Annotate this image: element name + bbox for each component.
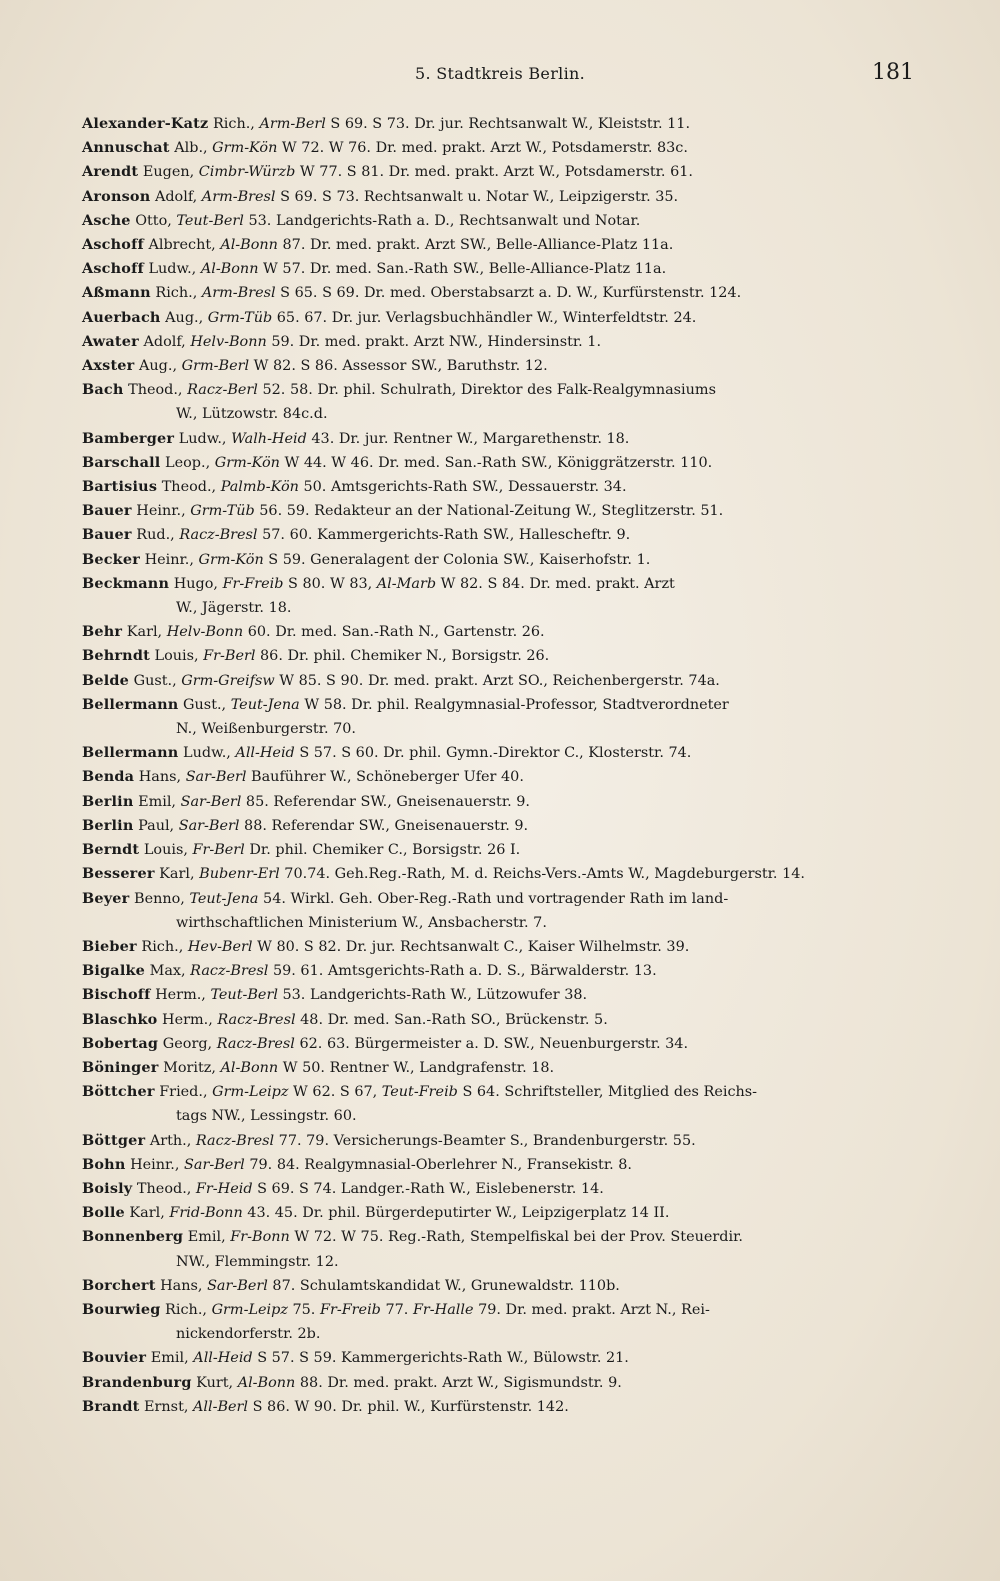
page-header [0, 60, 1000, 90]
entry-corps: Racz-Bresl [195, 1132, 275, 1149]
entry-surname: Beyer [82, 889, 130, 907]
entry-text: Arth., [145, 1132, 196, 1149]
directory-entry [82, 1129, 914, 1153]
entry-continuation: tags NW., Lessingstr. 60. [176, 1108, 357, 1125]
entry-corps: Arm-Bresl [201, 285, 276, 302]
entry-text: S 69. S 73. Rechtsanwalt u. Notar W., Leipzigerstr. 35. [275, 188, 679, 205]
entry-corps: Grm-Tüb [190, 503, 255, 520]
entry-continuation: W., Lützowstr. 84c.d. [176, 406, 328, 423]
entry-text: Ludw., [178, 745, 236, 762]
entry-continuation: nickendorferstr. 2b. [176, 1326, 321, 1343]
entry-surname: Arendt [82, 163, 139, 181]
entry-corps: Walh-Heid [231, 430, 307, 447]
directory-entry [82, 1177, 914, 1201]
entry-text: Hugo, [169, 575, 223, 592]
entry-text: Otto, [130, 212, 177, 229]
entry-text: W 44. W 46. Dr. med. San.-Rath SW., Königgrätzerstr. 110. [279, 454, 713, 471]
running-head: 5. Stadtkreis Berlin. [415, 64, 585, 83]
directory-entry [82, 1395, 914, 1419]
entry-text: Rud., [131, 527, 180, 544]
entry-text: Heinr., [140, 551, 199, 568]
entry-text: 79. 84. Realgymnasial-Oberlehrer N., Fransekistr. 8. [244, 1156, 633, 1173]
entry-text: 79. Dr. med. prakt. Arzt N., Rei- [473, 1301, 710, 1318]
entry-text: Georg, [158, 1035, 217, 1052]
directory-entry [82, 160, 914, 184]
entry-surname: Bellermann [82, 744, 179, 762]
entry-text: 50. Amtsgerichts-Rath SW., Dessauerstr. 34. [298, 479, 627, 496]
directory-entry [82, 1153, 914, 1177]
entry-surname: Boisly [82, 1179, 133, 1197]
entry-text: Theod., [157, 479, 221, 496]
entry-text: 57. 60. Kammergerichts-Rath SW., Hallescheftr. 9. [257, 527, 631, 544]
entry-text: 53. Landgerichts-Rath W., Lützowufer 38. [277, 987, 588, 1004]
entry-corps: Grm-Kön [212, 140, 278, 157]
entry-corps: Al-Bonn [220, 237, 278, 254]
entry-text: W 58. Dr. phil. Realgymnasial-Professor, Stadtverordneter [299, 696, 729, 713]
entry-corps: Teut-Jena [189, 890, 259, 907]
entry-text: Louis, [149, 648, 204, 665]
entry-text: Alb., [169, 140, 213, 157]
directory-entry [82, 306, 914, 330]
directory-entries [82, 112, 914, 1419]
entry-surname: Axster [82, 357, 135, 375]
entry-surname: Bouvier [82, 1349, 147, 1367]
entry-corps: All-Heid [193, 1350, 253, 1367]
entry-text: 59. 61. Amtsgerichts-Rath a. D. S., Bärwalderstr. 13. [268, 963, 657, 980]
entry-corps: Al-Bonn [200, 261, 259, 278]
entry-text: Hans, [134, 769, 186, 786]
entry-corps: Teut-Jena [230, 696, 300, 713]
directory-entry [82, 185, 914, 209]
entry-surname: Blaschko [82, 1010, 158, 1028]
directory-entry [82, 330, 914, 354]
entry-text: Leop., [160, 454, 215, 471]
entry-surname: Bobertag [82, 1034, 159, 1052]
entry-text: Theod., [123, 382, 188, 399]
entry-surname: Borchert [82, 1276, 156, 1294]
entry-text: 75. [287, 1301, 320, 1318]
entry-text: Ludw., [143, 261, 201, 278]
entry-corps: Hev-Berl [187, 938, 253, 955]
entry-text: Herm., [150, 987, 211, 1004]
entry-text: Bauführer W., Schöneberger Ufer 40. [246, 769, 524, 786]
entry-surname: Bartisius [82, 478, 158, 496]
directory-entry [82, 790, 914, 814]
entry-text: Rich., [160, 1301, 212, 1318]
entry-corps: Racz-Bresl [179, 527, 258, 544]
entry-text: W 80. S 82. Dr. jur. Rechtsanwalt C., Kaiser Wilhelmstr. 39. [252, 938, 690, 955]
entry-text: Karl, [122, 624, 167, 641]
directory-entry [82, 669, 914, 693]
directory-entry [82, 572, 914, 620]
entry-text: 87. Dr. med. prakt. Arzt SW., Belle-Alliance-Platz 11a. [277, 237, 674, 254]
entry-continuation: W., Jägerstr. 18. [176, 600, 292, 617]
entry-corps: Grm-Berl [181, 358, 250, 375]
entry-surname: Aschoff [82, 260, 144, 278]
entry-text: 54. Wirkl. Geh. Ober-Reg.-Rath und vortragender Rath im land- [258, 890, 729, 907]
entry-text: Ludw., [174, 430, 232, 447]
entry-surname: Bauer [82, 502, 132, 520]
entry-surname: Besserer [82, 865, 155, 883]
entry-text: S 86. W 90. Dr. phil. W., Kurfürstenstr. 142. [248, 1398, 569, 1415]
entry-text: 60. Dr. med. San.-Rath N., Gartenstr. 26. [243, 624, 545, 641]
entry-surname: Bieber [82, 937, 137, 955]
directory-entry [82, 136, 914, 160]
entry-corps: Fr-Berl [203, 648, 256, 665]
entry-text: Rich., [208, 116, 260, 132]
directory-entry [82, 378, 914, 426]
entry-surname: Berndt [82, 841, 140, 859]
entry-text: 48. Dr. med. San.-Rath SO., Brückenstr. 5. [295, 1011, 608, 1028]
entry-surname: Awater [82, 332, 139, 350]
entry-corps: Fr-Freib [222, 575, 284, 592]
entry-corps: Frid-Bonn [169, 1205, 243, 1222]
entry-surname: Bellermann [82, 695, 179, 713]
directory-entry [82, 1346, 914, 1370]
entry-surname: Belde [82, 671, 130, 689]
entry-text: Karl, [154, 866, 200, 883]
directory-entry [82, 1056, 914, 1080]
directory-entry [82, 1371, 914, 1395]
entry-text: S 57. S 59. Kammergerichts-Rath W., Bülowstr. 21. [252, 1350, 629, 1367]
entry-text: W 85. S 90. Dr. med. prakt. Arzt SO., Reichenbergerstr. 74a. [274, 672, 720, 689]
directory-entry [82, 644, 914, 668]
entry-text: Ernst, [139, 1398, 193, 1415]
entry-corps: Grm-Kön [214, 454, 280, 471]
entry-corps: Fr-Freib [319, 1301, 381, 1318]
directory-entry [82, 862, 914, 886]
directory-entry [82, 1080, 914, 1128]
entry-surname: Bigalke [82, 962, 146, 980]
entry-surname: Böninger [82, 1058, 159, 1076]
entry-text: S 80. W 83, [283, 575, 377, 592]
entry-text: 85. Referendar SW., Gneisenauerstr. 9. [241, 793, 530, 810]
entry-text: Louis, [139, 842, 193, 859]
entry-corps: Sar-Berl [178, 817, 240, 834]
entry-text: Gust., [178, 696, 231, 713]
entry-corps: All-Heid [235, 745, 295, 762]
entry-surname: Aschoff [82, 236, 144, 254]
entry-surname: Berlin [82, 792, 134, 810]
entry-corps: Bubenr-Erl [199, 866, 280, 883]
directory-entry [82, 548, 914, 572]
entry-corps: All-Berl [193, 1398, 249, 1415]
entry-text: 86. Dr. phil. Chemiker N., Borsigstr. 26. [255, 648, 550, 665]
entry-text: Herm., [157, 1011, 218, 1028]
entry-text: Theod., [132, 1180, 196, 1197]
entry-text: Max, [145, 963, 191, 980]
entry-surname: Bonnenberg [82, 1228, 184, 1246]
entry-text: 43. Dr. jur. Rentner W., Margarethenstr. 18. [306, 430, 630, 447]
directory-entry [82, 741, 914, 765]
directory-entry [82, 1274, 914, 1298]
entry-text: Rich., [150, 285, 202, 302]
entry-continuation: N., Weißenburgerstr. 70. [176, 721, 356, 738]
entry-surname: Böttcher [82, 1083, 155, 1101]
directory-entry [82, 233, 914, 257]
entry-surname: Benda [82, 768, 135, 786]
entry-text: Emil, [133, 793, 181, 810]
entry-surname: Auerbach [82, 308, 161, 326]
entry-corps: Racz-Berl [187, 382, 258, 399]
entry-text: Gust., [129, 672, 182, 689]
entry-surname: Annuschat [82, 139, 170, 157]
entry-text: 53. Landgerichts-Rath a. D., Rechtsanwalt und Notar. [243, 212, 641, 229]
entry-text: Kurt, [191, 1374, 238, 1391]
entry-corps: Teut-Freib [381, 1084, 458, 1101]
entry-text: Benno, [129, 890, 190, 907]
directory-entry [82, 475, 914, 499]
directory-entry [82, 1201, 914, 1225]
directory-entry [82, 887, 914, 935]
entry-text: Aug., [160, 309, 208, 326]
entry-text: 70.74. Geh.Reg.-Rath, M. d. Reichs-Vers.-Amts W., Magdeburgerstr. 14. [279, 866, 805, 883]
directory-entry [82, 281, 914, 305]
entry-text: W 50. Rentner W., Landgrafenstr. 18. [278, 1059, 555, 1076]
entry-surname: Bohn [82, 1155, 126, 1173]
entry-text: 88. Referendar SW., Gneisenauerstr. 9. [239, 817, 529, 834]
entry-surname: Bach [82, 381, 124, 399]
entry-text: 65. 67. Dr. jur. Verlagsbuchhändler W., Winterfeldtstr. 24. [272, 309, 697, 326]
entry-text: Eugen, [138, 164, 199, 181]
entry-continuation: NW., Flemmingstr. 12. [176, 1253, 339, 1270]
entry-surname: Beckmann [82, 574, 170, 592]
entry-surname: Bischoff [82, 986, 151, 1004]
entry-corps: Teut-Berl [176, 212, 244, 229]
directory-entry [82, 1225, 914, 1273]
entry-text: W 72. W 75. Reg.-Rath, Stempelfiskal bei der Prov. Steuerdir. [289, 1229, 743, 1246]
entry-corps: Racz-Bresl [216, 1035, 295, 1052]
entry-corps: Fr-Heid [195, 1180, 253, 1197]
directory-entry [82, 983, 914, 1007]
entry-corps: Racz-Bresl [217, 1011, 296, 1028]
entry-surname: Bourwieg [82, 1300, 161, 1318]
entry-text: Aug., [134, 358, 182, 375]
directory-entry [82, 499, 914, 523]
entry-text: Paul, [133, 817, 179, 834]
directory-entry [82, 620, 914, 644]
entry-corps: Al-Marb [376, 575, 437, 592]
entry-corps: Helv-Bonn [166, 624, 244, 641]
entry-text: Heinr., [125, 1156, 185, 1173]
directory-entry [82, 1032, 914, 1056]
entry-text: Adolf, [138, 333, 191, 350]
entry-surname: Brandt [82, 1397, 140, 1415]
entry-text: 77. [380, 1301, 413, 1318]
entry-corps: Fr-Halle [412, 1301, 474, 1318]
entry-text: Emil, [146, 1350, 194, 1367]
entry-corps: Cimbr-Würzb [198, 164, 296, 181]
entry-text: Emil, [183, 1229, 231, 1246]
entry-corps: Sar-Berl [184, 1156, 245, 1173]
entry-corps: Fr-Berl [192, 842, 245, 859]
entry-text: S 64. Schriftsteller, Mitglied des Reichs- [457, 1084, 758, 1101]
entry-text: Moritz, [158, 1059, 221, 1076]
entry-corps: Sar-Berl [180, 793, 242, 810]
directory-entry [82, 112, 914, 136]
entry-surname: Becker [82, 550, 140, 568]
directory-entry [82, 693, 914, 741]
entry-corps: Grm-Leipz [212, 1084, 289, 1101]
entry-text: 88. Dr. med. prakt. Arzt W., Sigismundstr. 9. [295, 1374, 622, 1391]
directory-entry [82, 1298, 914, 1346]
directory-entry [82, 257, 914, 281]
entry-corps: Arm-Berl [259, 116, 326, 132]
entry-text: 52. 58. Dr. phil. Schulrath, Direktor des Falk-Realgymnasiums [257, 382, 716, 399]
entry-text: 62. 63. Bürgermeister a. D. SW., Neuenburgerstr. 34. [294, 1035, 689, 1052]
entry-surname: Bolle [82, 1204, 125, 1222]
entry-text: Hans, [155, 1277, 208, 1294]
entry-text: W 62. S 67, [288, 1084, 382, 1101]
entry-surname: Alexander-Katz [82, 115, 209, 132]
entry-text: S 69. S 74. Landger.-Rath W., Eislebenerstr. 14. [252, 1180, 604, 1197]
directory-entry [82, 451, 914, 475]
entry-text: Rich., [136, 938, 188, 955]
directory-entry [82, 427, 914, 451]
entry-corps: Grm-Greifsw [181, 672, 275, 689]
entry-surname: Aßmann [82, 284, 151, 302]
entry-text: W 72. W 76. Dr. med. prakt. Arzt W., Potsdamerstr. 83c. [277, 140, 688, 157]
entry-corps: Fr-Bonn [230, 1229, 290, 1246]
entry-surname: Böttger [82, 1131, 146, 1149]
entry-text: S 65. S 69. Dr. med. Oberstabsarzt a. D. W., Kurfürstenstr. 124. [275, 285, 742, 302]
entry-text: 59. Dr. med. prakt. Arzt NW., Hindersinstr. 1. [266, 333, 602, 350]
entry-corps: Grm-Kön [198, 551, 264, 568]
entry-text: 77. 79. Versicherungs-Beamter S., Brandenburgerstr. 55. [274, 1132, 696, 1149]
directory-entry [82, 209, 914, 233]
entry-text: Adolf, [150, 188, 202, 205]
entry-corps: Al-Bonn [237, 1374, 296, 1391]
entry-surname: Aronson [82, 187, 151, 205]
entry-text: Albrecht, [143, 237, 221, 254]
directory-entry [82, 1008, 914, 1032]
entry-text: Heinr., [131, 503, 191, 520]
directory-entry [82, 765, 914, 789]
entry-corps: Sar-Berl [207, 1277, 268, 1294]
entry-corps: Al-Bonn [220, 1059, 279, 1076]
entry-text: W 57. Dr. med. San.-Rath SW., Belle-Alliance-Platz 11a. [258, 261, 667, 278]
entry-text: Dr. phil. Chemiker C., Borsigstr. 26 I. [244, 842, 521, 859]
entry-text: 56. 59. Redakteur an der National-Zeitung W., Steglitzerstr. 51. [254, 503, 724, 520]
entry-surname: Asche [82, 211, 131, 229]
entry-corps: Arm-Bresl [201, 188, 276, 205]
entry-surname: Behr [82, 623, 123, 641]
directory-entry [82, 959, 914, 983]
entry-corps: Palmb-Kön [220, 479, 299, 496]
entry-corps: Racz-Bresl [190, 963, 269, 980]
directory-entry [82, 838, 914, 862]
page-number: 181 [872, 60, 914, 85]
directory-entry [82, 523, 914, 547]
entry-text: 43. 45. Dr. phil. Bürgerdeputirter W., Leipzigerplatz 14 II. [242, 1205, 670, 1222]
entry-corps: Helv-Bonn [190, 333, 267, 350]
directory-entry [82, 935, 914, 959]
entry-corps: Teut-Berl [210, 987, 278, 1004]
entry-text: Fried., [154, 1084, 213, 1101]
entry-text: W 82. S 86. Assessor SW., Baruthstr. 12. [249, 358, 548, 375]
entry-text: W 82. S 84. Dr. med. prakt. Arzt [436, 575, 675, 592]
entry-text: S 69. S 73. Dr. jur. Rechtsanwalt W., Kleiststr. 11. [325, 116, 691, 132]
entry-text: Karl, [124, 1205, 170, 1222]
entry-text: W 77. S 81. Dr. med. prakt. Arzt W., Potsdamerstr. 61. [295, 164, 693, 181]
entry-continuation: wirthschaftlichen Ministerium W., Ansbacherstr. 7. [176, 914, 547, 931]
entry-surname: Bamberger [82, 429, 175, 447]
entry-text: 87. Schulamtskandidat W., Grunewaldstr. 110b. [267, 1277, 620, 1294]
entry-corps: Grm-Leipz [211, 1301, 288, 1318]
entry-surname: Berlin [82, 816, 134, 834]
entry-surname: Brandenburg [82, 1373, 192, 1391]
entry-corps: Grm-Tüb [207, 309, 273, 326]
entry-surname: Behrndt [82, 647, 150, 665]
entry-text: S 57. S 60. Dr. phil. Gymn.-Direktor C., Klosterstr. 74. [294, 745, 692, 762]
entry-corps: Sar-Berl [185, 769, 247, 786]
directory-entry [82, 354, 914, 378]
entry-surname: Bauer [82, 526, 132, 544]
directory-entry [82, 814, 914, 838]
entry-surname: Barschall [82, 453, 161, 471]
entry-text: S 59. Generalagent der Colonia SW., Kaiserhofstr. 1. [263, 551, 651, 568]
